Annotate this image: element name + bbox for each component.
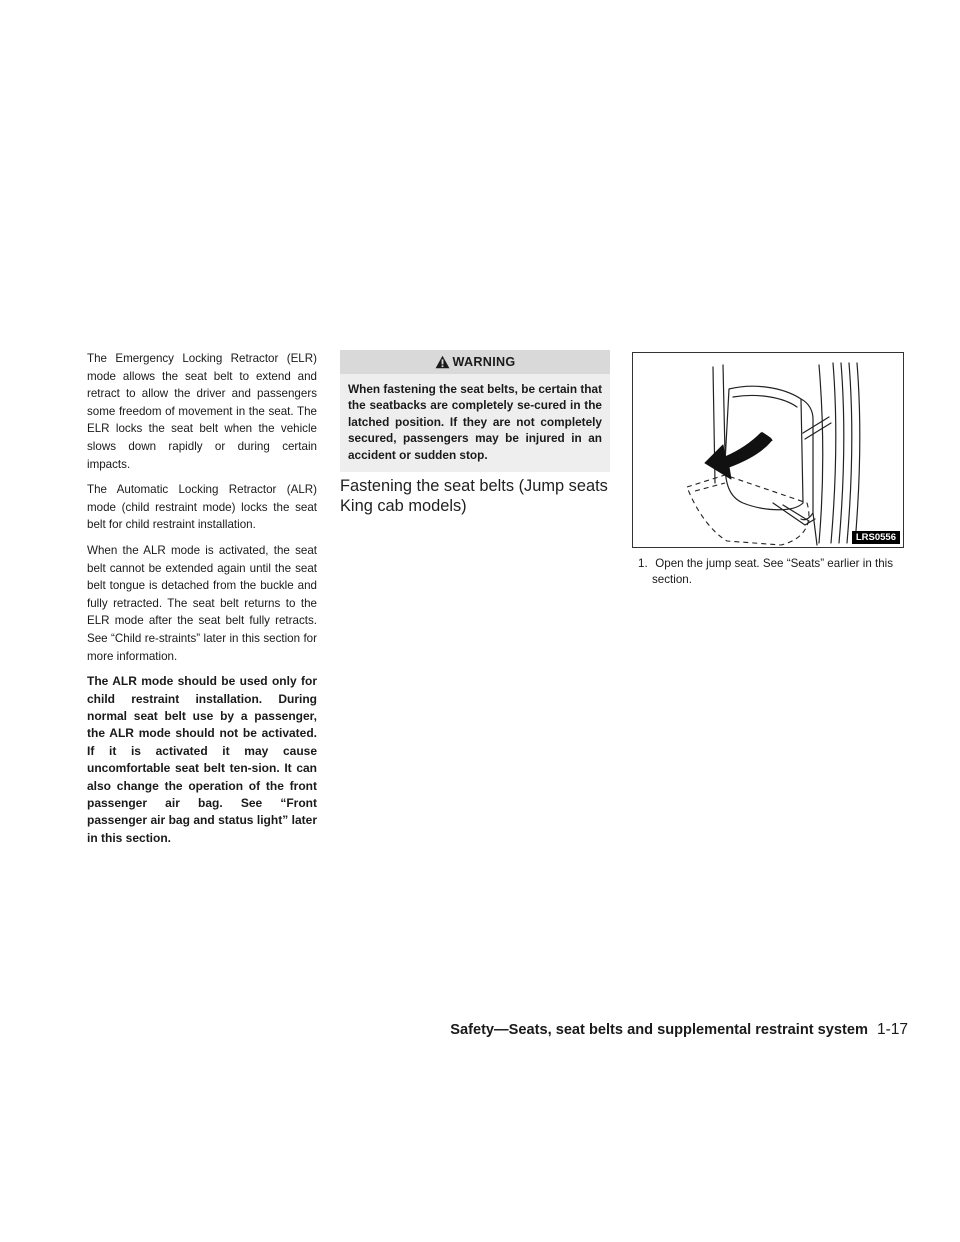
step-text: Open the jump seat. See “Seats” earlier in this section. [652,557,894,586]
warning-text: When fastening the seat belts, be certain that the seatbacks are completely se-cured in the latched position. If they are not completely secured, passengers may be injured in an accident or sudden stop. [340,374,610,472]
warning-box [340,350,610,472]
warning-header [340,350,610,374]
right-column [632,352,904,588]
figure-code: LRS0556 [852,531,900,544]
paragraph-alr-activation: When the ALR mode is activated, the seat belt cannot be extended again until the seat belt tongue is detached from the buckle and fully retracted. The seat belt returns to the ELR mode after the seat belt fully retracts. See “Child re-straints” later in this section for more information. [87,543,317,663]
middle-column [340,350,610,516]
jump-seat-figure [632,352,904,548]
section-heading: Fastening the seat belts (Jump seats King cab models) [340,477,608,515]
left-column [87,350,317,855]
paragraph-alr: The Automatic Locking Retractor (ALR) mode (child restraint mode) locks the seat belt for child restraint installation. [87,483,317,532]
footer-title: Safety—Seats, seat belts and supplemental restraint system [450,1022,868,1038]
warning-triangle-icon [435,355,450,369]
step-number: 1. [638,557,648,570]
page-footer [424,1021,908,1039]
page-number: 1-17 [876,1021,908,1038]
step-item [638,556,904,588]
paragraph-alr-caution: The ALR mode should be used only for child restraint installation. During normal seat belt use by a passenger, the ALR mode should not be activated. If it is activated it may cause uncomfortable seat belt ten-sion. It can also change the operation of the front passenger air bag. See “Front passenger air bag and status light” later in this section. [87,674,317,845]
jump-seat-illustration [633,353,902,546]
paragraph-elr: The Emergency Locking Retractor (ELR) mode allows the seat belt to extend and retract to allow the driver and passengers some freedom of movement in the seat. The ELR locks the seat belt when the vehicle slows down rapidly or during certain impacts. [87,352,317,471]
warning-title: WARNING [452,355,516,369]
